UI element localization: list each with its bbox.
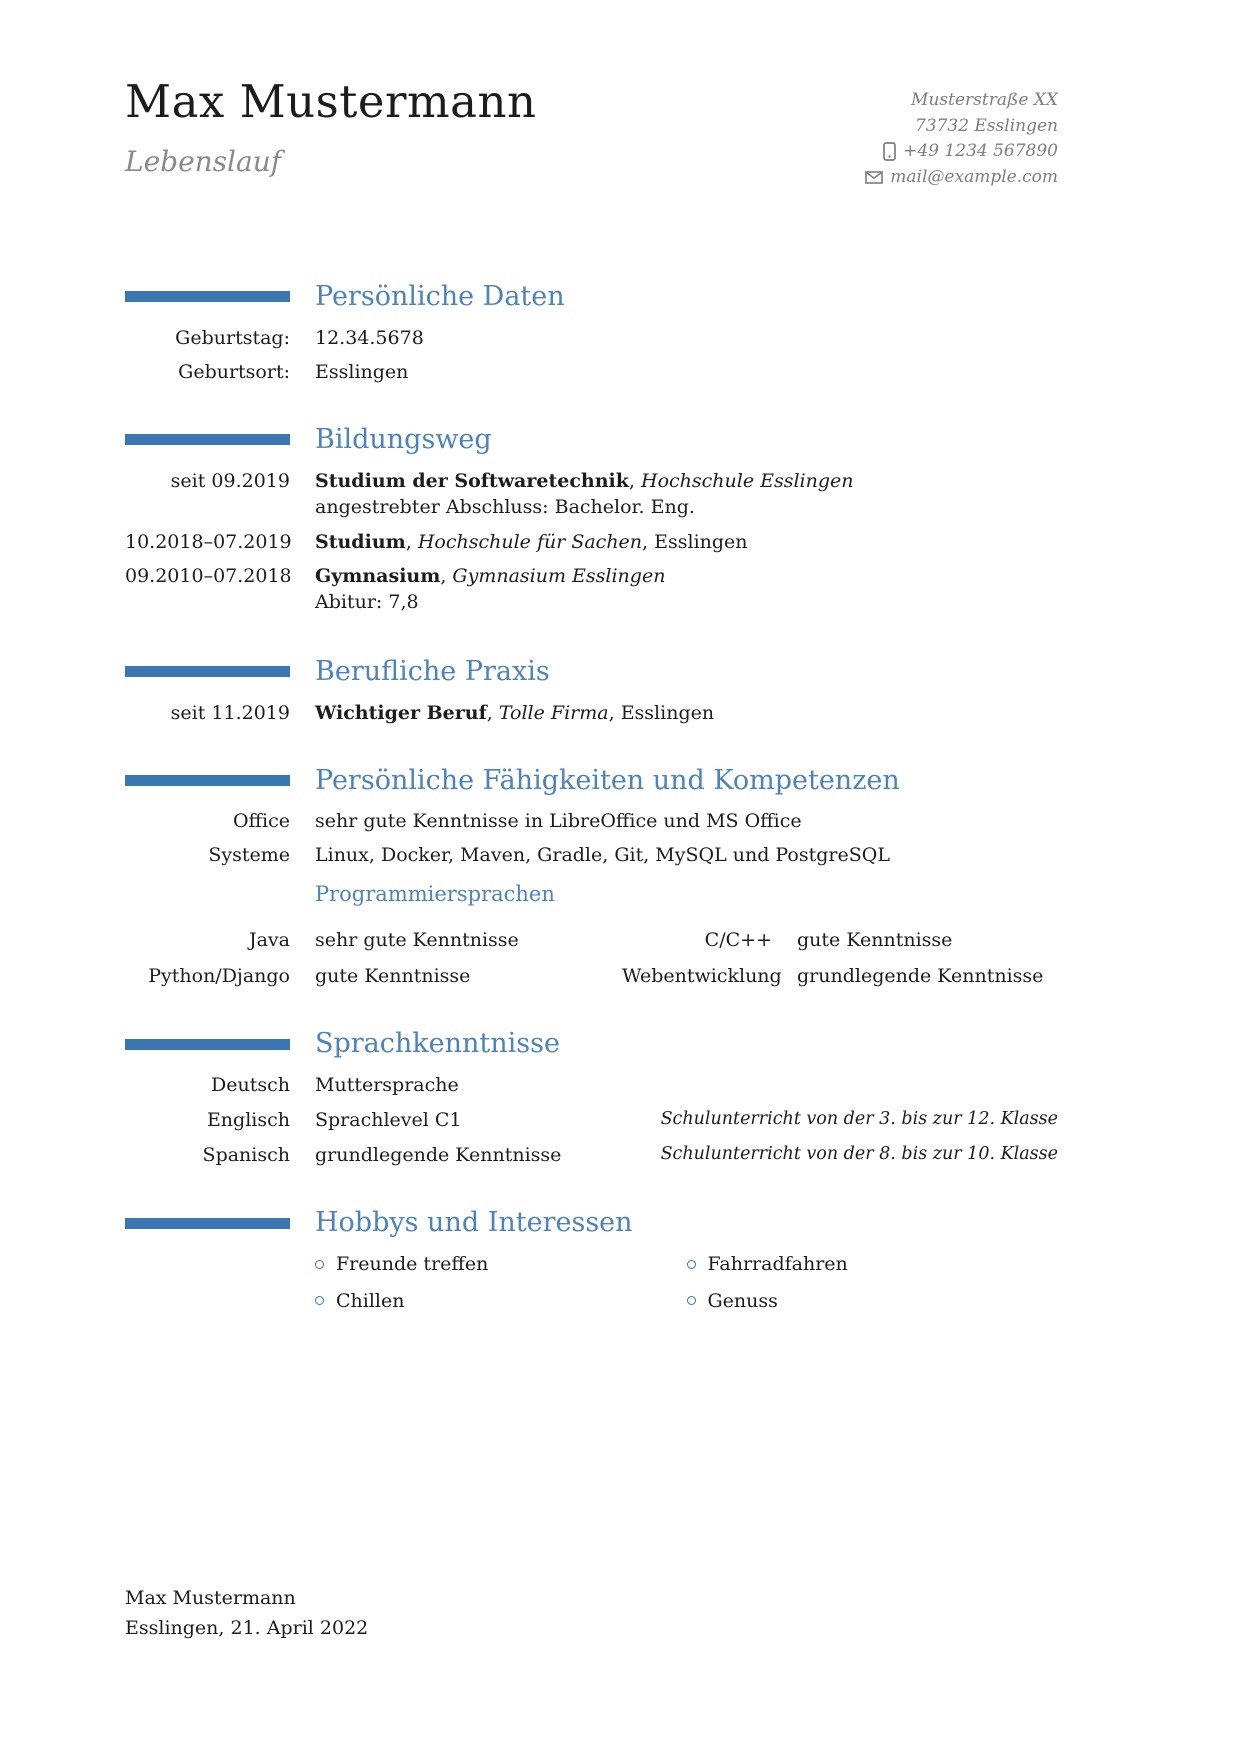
language-note: Schulunterricht von der 3. bis zur 12. Klasse	[660, 1109, 1058, 1130]
contact-address-line1	[865, 88, 1058, 114]
skill-level: gute Kenntnisse	[797, 929, 953, 952]
row-label: Geburtstag:	[175, 326, 290, 349]
entry-company: Tolle Firma	[498, 701, 609, 724]
row-value: 12.34.5678	[315, 326, 424, 349]
entry-date: 10.2018–07.2019	[125, 531, 292, 554]
entry-date: 09.2010–07.2018	[125, 565, 292, 588]
person-name: Max Mustermann	[125, 75, 537, 128]
signature-name: Max Mustermann	[125, 1587, 296, 1609]
section-title-education: Bildungsweg	[315, 423, 492, 455]
language-level: Sprachlevel C1	[315, 1109, 462, 1132]
entry-title: Studium	[315, 531, 406, 554]
personal-row	[125, 326, 1058, 351]
section-header-hobbies	[125, 1208, 1058, 1238]
spacer	[125, 1252, 290, 1313]
skill-label: Python/Django	[148, 965, 290, 988]
circle-bullet-icon	[687, 1260, 696, 1269]
entry-title: Gymnasium	[315, 565, 441, 588]
row-value: Esslingen	[315, 360, 409, 383]
address-line2: 73732 Esslingen	[914, 115, 1058, 136]
entry-location: , Esslingen	[642, 531, 748, 554]
contact-email-line	[865, 165, 1058, 191]
skill-label: C/C++	[704, 929, 772, 952]
section-header-work	[125, 657, 1058, 687]
row-value: Linux, Docker, Maven, Gradle, Git, MySQL und PostgreSQL	[315, 844, 890, 867]
section-bar-icon	[125, 434, 290, 445]
entry-date: seit 09.2019	[170, 469, 290, 492]
language-level: grundlegende Kenntnisse	[315, 1144, 562, 1167]
education-entry	[125, 530, 1058, 555]
subsection-title-programming: Programmiersprachen	[315, 882, 555, 907]
skill-label: Webentwicklung	[622, 965, 782, 988]
signature-block	[125, 1583, 368, 1644]
entry-body	[315, 469, 1058, 522]
section-title-languages: Sprachkenntnisse	[315, 1028, 560, 1060]
row-value: sehr gute Kenntnisse in LibreOffice und MS Office	[315, 810, 802, 833]
language-level: Muttersprache	[315, 1074, 459, 1097]
row-label: Geburtsort:	[178, 360, 290, 383]
education-entry	[125, 564, 1058, 617]
circle-bullet-icon	[315, 1296, 324, 1305]
hobby-item	[687, 1252, 1059, 1277]
entry-separator: ,	[486, 701, 499, 724]
header	[125, 75, 1058, 190]
contact-address-line2	[865, 114, 1058, 140]
hobby-label: Freunde treffen	[336, 1252, 489, 1275]
skill-label: Java	[248, 929, 290, 952]
entry-headline	[315, 530, 1058, 555]
programming-skill-row	[125, 964, 1058, 989]
section-header-personal	[125, 282, 1058, 312]
language-row	[125, 1108, 1058, 1133]
entry-headline	[315, 564, 1058, 589]
row-label: Office	[232, 810, 290, 833]
skill-level: sehr gute Kenntnisse	[315, 929, 519, 952]
entry-body	[315, 701, 1058, 726]
document-subtitle: Lebenslauf	[125, 145, 282, 179]
hobby-label: Chillen	[336, 1289, 405, 1312]
entry-separator: ,	[440, 565, 453, 588]
entry-body	[315, 530, 1058, 555]
work-entry	[125, 701, 1058, 726]
entry-location: , Esslingen	[608, 701, 715, 724]
entry-title: Studium der Softwaretechnik	[315, 469, 629, 492]
programming-skill-row	[125, 928, 1058, 953]
entry-headline	[315, 469, 1058, 494]
skills-subsection-header	[125, 877, 1058, 919]
section-title-personal: Persönliche Daten	[315, 281, 565, 312]
section-header-education	[125, 425, 1058, 455]
entry-title: Wichtiger Beruf	[315, 701, 487, 724]
entry-separator: ,	[628, 469, 641, 492]
entry-date: seit 11.2019	[170, 701, 290, 724]
hobby-columns	[315, 1252, 1058, 1313]
language-label: Englisch	[206, 1109, 290, 1132]
skill-level: grundlegende Kenntnisse	[797, 965, 1044, 988]
skill-row	[125, 843, 1058, 868]
section-bar-icon	[125, 1039, 290, 1050]
envelope-icon	[865, 171, 883, 184]
entry-institution: Hochschule für Sachen	[417, 531, 643, 554]
section-bar-icon	[125, 1218, 290, 1229]
entry-note: Abitur: 7,8	[315, 591, 419, 614]
email-address: mail@example.com	[890, 166, 1058, 187]
skill-row	[125, 809, 1058, 834]
hobby-item	[687, 1289, 1059, 1314]
phone-icon	[883, 142, 896, 161]
spacer	[125, 877, 290, 919]
entry-institution: Hochschule Esslingen	[641, 469, 854, 492]
section-header-skills	[125, 766, 1058, 796]
language-row	[125, 1073, 1058, 1098]
hobby-label: Fahrradfahren	[707, 1252, 848, 1275]
entry-headline	[315, 701, 1058, 726]
signature-place-date: Esslingen, 21. April 2022	[125, 1617, 369, 1640]
address-line1: Musterstraße XX	[911, 90, 1058, 110]
section-bar-icon	[125, 666, 290, 677]
phone-number: +49 1234 567890	[903, 141, 1058, 161]
hobby-label: Genuss	[707, 1289, 778, 1312]
entry-note: angestrebter Abschluss: Bachelor. Eng.	[315, 495, 695, 518]
entry-body	[315, 564, 1058, 617]
section-bar-icon	[125, 291, 290, 302]
section-title-work: Berufliche Praxis	[315, 655, 550, 687]
hobby-item	[315, 1252, 687, 1277]
hobby-item	[315, 1289, 687, 1314]
language-note: Schulunterricht von der 8. bis zur 10. Klasse	[660, 1144, 1058, 1165]
contact-phone-line	[865, 139, 1058, 165]
hobbies-block	[125, 1252, 1058, 1313]
section-header-languages	[125, 1029, 1058, 1059]
entry-institution: Gymnasium Esslingen	[452, 565, 666, 588]
circle-bullet-icon	[687, 1296, 696, 1305]
contact-block	[865, 78, 1058, 190]
language-label: Deutsch	[211, 1074, 290, 1097]
section-bar-icon	[125, 775, 290, 786]
personal-row	[125, 360, 1058, 385]
header-left	[125, 75, 537, 179]
language-row	[125, 1143, 1058, 1168]
circle-bullet-icon	[315, 1260, 324, 1269]
row-label: Systeme	[208, 844, 290, 867]
education-entry	[125, 469, 1058, 522]
skill-level: gute Kenntnisse	[315, 965, 471, 988]
section-title-hobbies: Hobbys und Interessen	[315, 1207, 633, 1239]
section-title-skills: Persönliche Fähigkeiten und Kompetenzen	[315, 764, 900, 796]
language-label: Spanisch	[202, 1144, 290, 1167]
entry-separator: ,	[405, 531, 418, 554]
